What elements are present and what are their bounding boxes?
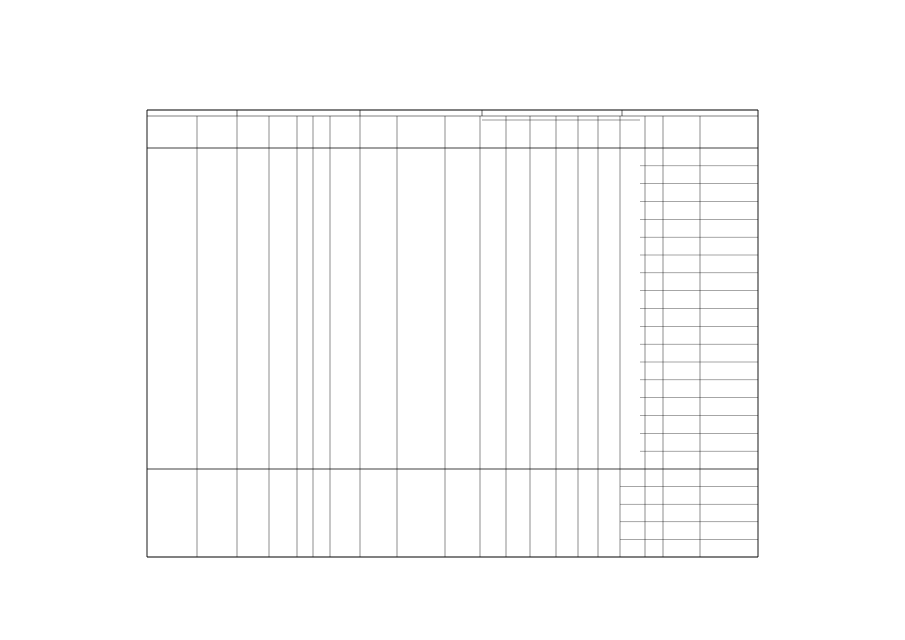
table-grid	[147, 110, 758, 557]
